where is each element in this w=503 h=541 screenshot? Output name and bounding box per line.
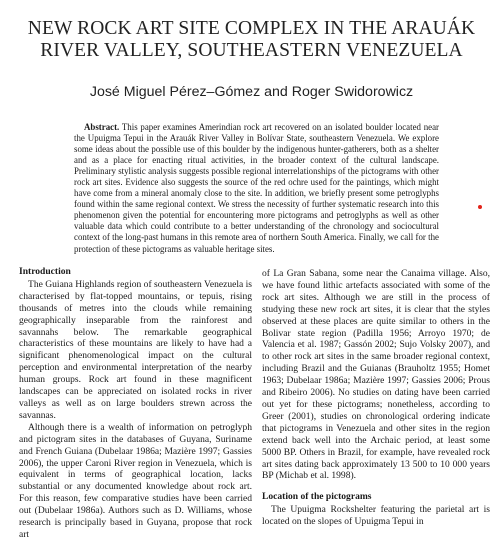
title-line-1: NEW ROCK ART SITE COMPLEX IN THE ARAUÁK bbox=[27, 18, 476, 39]
introduction-paragraph-2: Although there is a wealth of information on petroglyph and pictogram sites in the databases of Guyana, Suriname and French Guiana (Dubelaar 1986a; Mazière 1997; Gassies 2006), the upper Caroni River region in Venezuela, which is equivalent in terms of geographical location, lacks substantial or any documented knowledge about rock art. For this reason, few comparative studies have been carried out (Dubelaar 1986a). Authors such as D. Williams, whose research is principally based in Guyana, propose that rock art bbox=[19, 421, 252, 540]
abstract bbox=[74, 122, 439, 255]
right-column bbox=[262, 268, 490, 528]
left-column bbox=[19, 266, 252, 541]
article-title bbox=[10, 18, 493, 62]
continued-paragraph: of La Gran Sabana, some near the Canaima village. Also, we have found lithic artefacts associated with some of the rock art sites. Although we are still in the process of studying these new rock art sites, it is clear that the styles observed at these places are quite similar to others in the Bolivar state region (Padilla 1956; Arroyo 1970; de Valencia et al. 1987; Gassón 2002; Sujo Volsky 2007), and to other rock art sites in the same broader regional context, including Brazil and the Guianas (Brauholtz 1955; Homet 1963; Dubelaar 1986a; Mazière 1997; Gassies 2006; Prous and Ribeiro 2006). No studies on dating have been carried out yet for these pictograms; nonetheless, according to Greer (2001), studies on chronological ordering indicate that pictograms in Venezuela and other sites in the region extend back well into the Archaic period, at least some 5000 BP. Others in Brazil, for example, have revealed rock art sites dating back approximately 13 500 to 10 000 years BP (Michab et al. 1998). bbox=[262, 268, 490, 482]
introduction-paragraph-1: The Guiana Highlands region of southeastern Venezuela is characterised by flat-topped mountains, or tepuis, rising thousands of metres into the clouds while remaining geographically inseparable from the rainforest and savannahs below. The remarkable geographical characteristics of these mountains are likely to have had a significant phenomenological impact on the cultural perception and environmental interpretation of the nearby human groups. Rock art found in these magnificent landscapes can be appreciated on isolated rocks in river valleys as well as on large boulders strewn across the savannas. bbox=[19, 278, 252, 421]
introduction-heading: Introduction bbox=[19, 266, 71, 277]
abstract-text: This paper examines Amerindian rock art recovered on an isolated boulder located near the Upuigma Tepui in the Arauák River Valley in Bolívar State, southeastern Venezuela. We explore some ideas about the possible use of this boulder by the indigenous hunter-gatherers, both as a shelter and as a place for enacting ritual activities, in the broader context of the cultural landscape. Preliminary stylistic analysis suggests possible regional interrelationships of the pictograms with other rock art sites. Evidence also suggests the source of the red ochre used for the paintings, which might have come from a mineral anomaly close to the site. In addition, we briefly present some petroglyphs found within the same regional context. We stress the necessity of further systematic research into this phenomenon given the potential for encountering more pictograms and petroglyphs as well as other valuable data which could contribute to a better understanding of the chronology and sociocultural context of the long-past humans in this remote area of northern South America. Finally, we call for the protection of these pictograms as valuable heritage sites. bbox=[74, 122, 440, 254]
abstract-label: Abstract. bbox=[84, 122, 120, 132]
article-authors: José Miguel Pérez–Gómez and Roger Swidorowicz bbox=[89, 84, 414, 100]
red-annotation-dot bbox=[478, 205, 482, 209]
title-line-2: RIVER VALLEY, SOUTHEASTERN VENEZUELA bbox=[40, 40, 463, 61]
location-heading: Location of the pictograms bbox=[262, 491, 372, 503]
location-paragraph: The Upuigma Rockshelter featuring the parietal art is located on the slopes of Upuigma Tepui in bbox=[262, 504, 490, 528]
